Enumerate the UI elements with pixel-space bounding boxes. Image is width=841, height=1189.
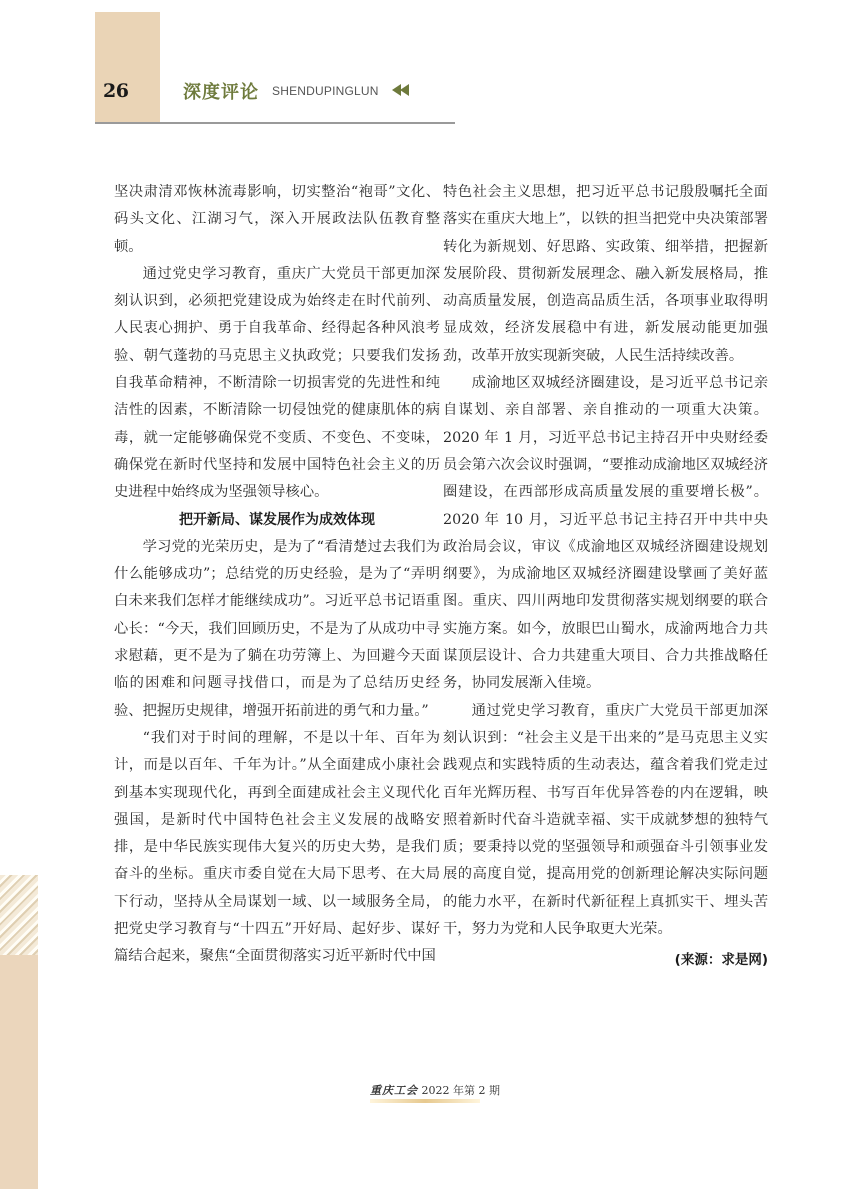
- decorative-stripes: [0, 875, 38, 955]
- page-number-tab: [95, 12, 160, 122]
- paragraph: 通过党史学习教育，重庆广大党员干部更加深刻认识到：“社会主义是干出来的”是马克思主义实践观点和实践特质的生动表达，蕴含着我们党走过百年光辉历程、书写百年优异答卷的内在逻辑，映照着新时代奋斗造就幸福、实干成就梦想的独特气质；要秉持以党的坚强领导和顽强奋斗引领事业发展的高度自觉，提高用党的创新理论解决实际问题的能力水平，在新时代新征程上真抓实干、埋头苦干，努力为党和人民争取更大光荣。: [443, 702, 768, 938]
- article-column-left: [114, 179, 440, 971]
- section-title: 深度评论: [183, 82, 259, 103]
- paragraph: “我们对于时间的理解，不是以十年、百年为计，而是以百年、千年为计。”从全面建成小康社会到基本实现现代化，再到全面建成社会主义现代化强国，是新时代中国特色社会主义发展的战略安排，是中华民族实现伟大复兴的历史大势，是我们奋斗的坐标。重庆市委自觉在大局下思考、在大局下行动，坚持从全局谋划一域、以一域服务全局，把党史学习教育与“十四五”开好局、起好步、谋好篇结合起来，聚焦“全面贯彻落实习近平新时代中国: [114, 729, 440, 965]
- header-divider: [95, 122, 455, 124]
- magazine-name: 重庆工会: [370, 1084, 418, 1097]
- paragraph: 成渝地区双城经济圈建设，是习近平总书记亲自谋划、亲自部署、亲自推动的一项重大决策。2020 年 1 月，习近平总书记主持召开中央财经委员会第六次会议时强调，“要推动成渝地区双城经济圈建设，在西部形成高质量发展的重要增长极”。2020 年 10 月，习近平总书记主持召开中共中央政治局会议，审议《成渝地区双城经济圈建设规划纲要》，为成渝地区双城经济圈建设擘画了美好蓝图。重庆、四川两地印发贯彻落实规划纲要的联合实施方案。如今，放眼巴山蜀水，成渝两地合力共谋顶层设计、合力共建重大项目、合力共推战略任务，协同发展渐入佳境。: [443, 375, 768, 692]
- paragraph: 通过党史学习教育，重庆广大党员干部更加深刻认识到，必须把党建设成为始终走在时代前列、人民衷心拥护、勇于自我革命、经得起各种风浪考验、朝气蓬勃的马克思主义执政党；只要我们发扬自我革命精神，不断清除一切损害党的先进性和纯洁性的因素，不断清除一切侵蚀党的健康肌体的病毒，就一定能够确保党不变质、不变色、不变味，确保党在新时代坚持和发展中国特色社会主义的历史进程中始终成为坚强领导核心。: [114, 265, 440, 501]
- paragraph: 学习党的光荣历史，是为了“看清楚过去我们为什么能够成功”；总结党的历史经验，是为了“弄明白未来我们怎样才能继续成功”。习近平总书记语重心长：“今天，我们回顾历史，不是为了从成功中寻求慰藉，更不是为了躺在功劳簿上、为回避今天面临的困难和问题寻找借口，而是为了总结历史经验、把握历史规律，增强开拓前进的勇气和力量。”: [114, 538, 440, 719]
- paragraph: 特色社会主义思想，把习近平总书记殷殷嘱托全面落实在重庆大地上”，以铁的担当把党中央决策部署转化为新规划、好思路、实政策、细举措，把握新发展阶段、贯彻新发展理念、融入新发展格局，推动高质量发展，创造高品质生活，各项事业取得明显成效，经济发展稳中有进，新发展动能更加强劲，改革开放实现新突破，人民生活持续改善。: [443, 184, 768, 364]
- double-left-arrow-icon: [392, 84, 412, 96]
- issue-label: 2022 年第 2 期: [421, 1084, 500, 1097]
- section-subheading: 把开新局、谋发展作为成效体现: [179, 511, 375, 528]
- article-column-right: [443, 179, 768, 975]
- page-footer: [370, 1082, 500, 1098]
- paragraph: 坚决肃清邓恢林流毒影响，切实整治“袍哥”文化、码头文化、江湖习气，深入开展政法队伍教育整顿。: [114, 184, 440, 255]
- section-pinyin: SHENDUPINGLUN: [272, 84, 379, 98]
- article-source: (来源：求是网): [674, 952, 768, 969]
- page-number: 26: [103, 80, 129, 102]
- footer-underline: [370, 1099, 480, 1103]
